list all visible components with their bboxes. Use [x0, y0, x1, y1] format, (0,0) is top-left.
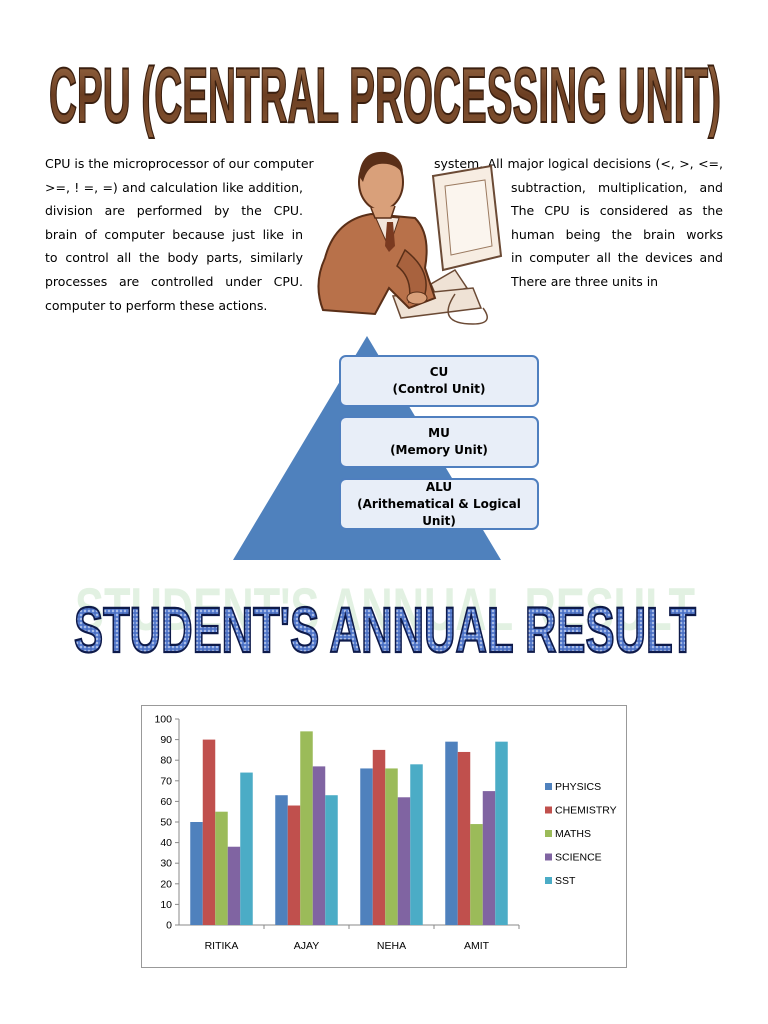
bar-sst-ritika [240, 773, 253, 925]
y-tick-label: 40 [160, 837, 172, 850]
bar-chemistry-ajay [288, 806, 301, 925]
bar-sst-neha [410, 764, 423, 925]
legend-swatch-chemistry [545, 807, 552, 814]
left-text-line: processes are controlled under CPU. [45, 273, 303, 289]
x-category-label: RITIKA [204, 940, 239, 952]
x-category-label: AJAY [293, 940, 320, 952]
y-tick-label: 10 [160, 898, 172, 911]
bar-science-amit [483, 791, 496, 925]
memory-unit-name: (Memory Unit) [390, 443, 488, 457]
y-tick-label: 20 [160, 878, 172, 891]
student-results-chart [141, 705, 627, 968]
bar-chemistry-ritika [203, 740, 216, 925]
bar-physics-neha [360, 768, 373, 925]
y-tick-label: 0 [166, 919, 172, 932]
y-tick-label: 80 [160, 754, 172, 767]
left-text-line: division are performed by the CPU. [45, 203, 303, 219]
bar-sst-amit [495, 742, 508, 925]
alu-name: (Arithematical & Logical Unit) [357, 496, 521, 528]
bar-maths-ritika [215, 812, 228, 925]
alu-box [339, 478, 539, 530]
right-text-line: subtraction, multiplication, and [511, 179, 723, 195]
left-text-line: to control all the body parts, similarly [45, 250, 303, 266]
legend-swatch-physics [545, 783, 552, 790]
legend-label-chemistry: CHEMISTRY [555, 804, 617, 817]
right-text-line: system. All major logical decisions (<, >, <=, [434, 156, 723, 171]
left-text-line: CPU is the microprocessor of our computer [45, 156, 314, 171]
computer-user-illustration [305, 138, 505, 330]
result-title-text: STUDENT'S ANNUAL RESULT [74, 594, 696, 666]
bar-maths-amit [470, 824, 483, 925]
x-category-label: AMIT [463, 940, 490, 952]
legend-label-science: SCIENCE [555, 851, 602, 864]
left-text-line: >=, ! =, =) and calculation like addition, [45, 179, 303, 195]
left-text-line: computer to perform these actions. [45, 297, 268, 313]
memory-unit-box [339, 416, 539, 468]
cpu-description-right [434, 152, 723, 294]
legend-swatch-maths [545, 830, 552, 837]
bar-sst-ajay [325, 795, 338, 925]
bar-maths-neha [385, 768, 398, 925]
cpu-title-text: CPU (CENTRAL PROCESSING UNIT) [49, 51, 721, 139]
right-text-line: in computer all the devices and [511, 250, 723, 266]
bar-science-ritika [228, 847, 241, 925]
bar-physics-ritika [190, 822, 203, 925]
legend-label-physics: PHYSICS [555, 781, 602, 793]
memory-unit-abbr: MU [428, 426, 450, 440]
result-title [40, 570, 730, 670]
y-tick-label: 90 [160, 734, 172, 747]
left-text-line: brain of computer because just like in [45, 226, 303, 242]
y-tick-label: 30 [160, 857, 172, 870]
y-tick-label: 100 [154, 713, 172, 726]
right-text-line: human being the brain works [511, 226, 723, 242]
bar-science-ajay [313, 766, 326, 925]
x-category-label: NEHA [376, 940, 407, 952]
legend-label-sst: SST [555, 875, 576, 887]
alu-abbr: ALU [425, 479, 453, 494]
right-text-line: There are three units in [511, 273, 659, 289]
legend-label-maths: MATHS [555, 828, 591, 840]
y-tick-label: 50 [160, 816, 172, 829]
bar-maths-ajay [300, 731, 313, 925]
bar-science-neha [398, 797, 411, 925]
cpu-description-left [45, 152, 314, 317]
control-unit-box [339, 355, 539, 407]
right-text-line: The CPU is considered as the [511, 203, 723, 219]
bar-physics-ajay [275, 795, 288, 925]
bar-chemistry-neha [373, 750, 386, 925]
result-title-shadow: STUDENT'S ANNUAL RESULT [75, 576, 695, 643]
cpu-title [40, 42, 730, 142]
control-unit-name: (Control Unit) [392, 382, 486, 396]
legend-swatch-science [545, 854, 552, 861]
legend-swatch-sst [545, 877, 552, 884]
control-unit-abbr: CU [429, 365, 449, 379]
bar-chemistry-amit [458, 752, 471, 925]
bar-physics-amit [445, 742, 458, 925]
y-tick-label: 70 [160, 775, 172, 788]
y-tick-label: 60 [160, 795, 172, 808]
